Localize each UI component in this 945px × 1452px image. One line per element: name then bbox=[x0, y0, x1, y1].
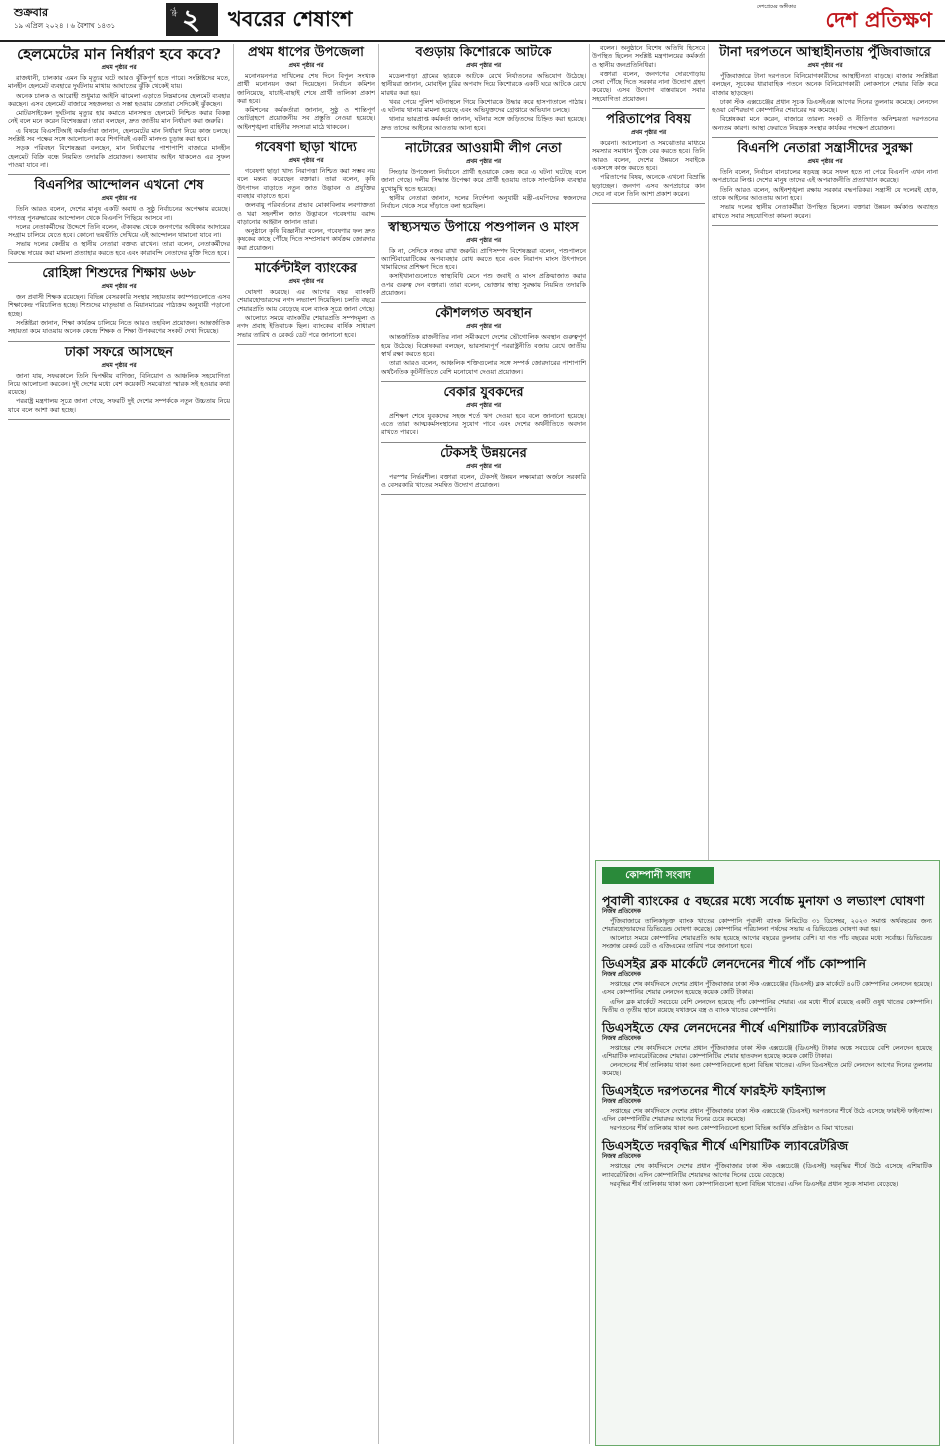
story-paragraph: ঢাকা স্টক এক্সচেঞ্জের প্রধান সূচক ডিএসইএক্স আগের দিনের তুলনায় কমেছে। লেনদেন হওয়া বেশিরভাগ কোম্পানির শেয়ারের দর কমেছে। bbox=[712, 97, 938, 115]
story-body bbox=[8, 74, 230, 169]
story-paragraph: আলোচ্য সময়ে কোম্পানির শেয়ারপ্রতি আয় হয়েছে আগের বছরের তুলনায় বেশি। যা গত পাঁচ বছরের মধ্যে সর্বোচ্চ। ডিভিডেন্ড সংক্রান্ত রেকর্ড ডেট ও এজিএমের তারিখ পরে জানানো হবে। bbox=[602, 935, 932, 951]
story-headline[interactable]: ঢাকা সফরে আসছেন bbox=[64, 344, 174, 360]
story-credit: প্রথম পৃষ্ঠার পর bbox=[630, 130, 667, 137]
page-number-box bbox=[166, 3, 218, 36]
story-paragraph: আলোচ্য সময়ে ব্যাংকটির শেয়ারপ্রতি সম্পদমূল্য ও নগদ প্রবাহ ইতিবাচক ছিল। ব্যাংকের বার্ষিক সাধারণ সভার তারিখ ও রেকর্ড ডেট পরে জানানো হবে। bbox=[237, 313, 375, 339]
story-paragraph: সপ্তাহের শেষ কার্যদিবসে দেশের প্রধান পুঁজিবাজার ঢাকা স্টক এক্সচেঞ্জে (ডিএসই) দরবৃদ্ধির শীর্ষে উঠে এসেছে এশিয়াটিক ল্যাবরেটরিজ। এদিন কোম্পানিটির শেয়ারদর আগের দিনের চেয়ে বেড়েছে। bbox=[602, 1163, 932, 1179]
story-credit: প্রথম পৃষ্ঠার পর bbox=[101, 362, 137, 369]
company-story-credit: নিজস্ব প্রতিবেদক bbox=[602, 1154, 641, 1161]
story-paragraph: পুঁজিবাজারে টানা দরপতনে বিনিয়োগকারীদের আস্থাহীনতা বাড়ছে। বাজার সংশ্লিষ্টরা বলছেন, সূচকের ধারাবাহিক পতনে অনেক বিনিয়োগকারী লোকসানে শেয়ার বিক্রি করে বাজার ছাড়ছেন। bbox=[712, 72, 938, 97]
column-divider bbox=[589, 44, 590, 1444]
section-title: খবরের শেষাংশ bbox=[228, 6, 353, 31]
story-paragraph: সপ্তাহের শেষ কার্যদিবসে দেশের প্রধান পুঁজিবাজার ঢাকা স্টক এক্সচেঞ্জের (ডিএসই) ব্লক মার্কেটে ৪০টি কোম্পানির লেনদেন হয়েছে। এসব কোম্পানির শেয়ার লেনদেন হয়েছে কয়েক কোটি টাকার। bbox=[602, 981, 932, 997]
news-story bbox=[381, 446, 586, 490]
news-story bbox=[381, 141, 586, 210]
company-story bbox=[602, 956, 932, 1014]
story-body bbox=[381, 168, 586, 210]
column-1 bbox=[8, 44, 230, 1444]
story-credit: প্রথম পৃষ্ঠার পর bbox=[465, 463, 502, 470]
story-credit: প্রথম পৃষ্ঠার পর bbox=[465, 63, 502, 69]
company-story bbox=[602, 893, 932, 951]
story-divider bbox=[592, 203, 705, 204]
story-divider bbox=[8, 419, 230, 420]
story-paragraph: তিনি বলেন, নির্বাচন বানচালের ষড়যন্ত্র করে সফল হতে না পেরে বিএনপি এখন নানা অপপ্রচারে লিপ্ত। দেশের মানুষ তাদের এই অপরাজনীতি প্রত্যাখ্যান করেছে। bbox=[712, 168, 938, 185]
story-credit: প্রথম পৃষ্ঠার পর bbox=[807, 63, 843, 69]
company-story-credit: নিজস্ব প্রতিবেদক bbox=[602, 1099, 641, 1106]
story-paragraph: এ বিষয়ে বিএসটিআই কর্মকর্তারা জানান, হেলমেটের মান নির্ধারণ নিয়ে কাজ চলছে। সংশ্লিষ্ট সব পক্ষের সঙ্গে আলোচনা করে শিগগিরই একটি মানদণ্ড চূড়ান্ত করা হবে। bbox=[8, 126, 230, 144]
story-body bbox=[8, 205, 230, 257]
story-headline[interactable]: কৌশলগত অবস্থান bbox=[435, 306, 532, 322]
company-story-body bbox=[602, 918, 932, 951]
story-paragraph: জন প্রবাসী শিক্ষক রয়েছেন। বিভিন্ন বেসরকারি সংস্থার সহায়তায় ক্যাম্পগুলোতে এসব শিক্ষাকেন্দ্র পরিচালিত হচ্ছে। শিশুদের মাতৃভাষা ও মিয়ানমারের পাঠ্যক্রম অনুযায়ী পড়ানো হচ্ছে। bbox=[8, 293, 230, 318]
story-headline[interactable]: বগুড়ায় কিশোরকে আটকে bbox=[415, 45, 552, 60]
column-5 bbox=[712, 44, 938, 854]
story-paragraph: জানা যায়, সফরকালে তিনি দ্বিপক্ষীয় বাণিজ্য, বিনিয়োগ ও আঞ্চলিক সহযোগিতা নিয়ে আলোচনা করবেন। দুই দেশের মধ্যে বেশ কয়েকটি সমঝোতা স্মারক সই হওয়ার কথা রয়েছে। bbox=[8, 371, 230, 397]
story-paragraph: দলের নেতাকর্মীদের উদ্দেশে তিনি বলেন, ঐক্যবদ্ধ থেকে জনগণের অধিকার আদায়ের সংগ্রাম চালিয়ে যেতে হবে। কোনো ভয়ভীতি দেখিয়ে এই আন্দোলন থামানো যাবে না। bbox=[8, 222, 230, 240]
news-story bbox=[237, 140, 375, 252]
story-paragraph: পরিতাপের বিষয়, অনেকে এখনো বিভ্রান্তি ছড়াচ্ছেন। জনগণ এসব অপপ্রচারে কান দেবে না বলে তিনি আশা প্রকাশ করেন। bbox=[592, 173, 705, 198]
story-paragraph: দরবৃদ্ধির শীর্ষ তালিকায় থাকা অন্য কোম্পানিগুলো হলো বিভিন্ন খাতের। এদিন ডিএসইর প্রধান সূচক সামান্য বেড়েছে। bbox=[610, 1180, 899, 1188]
news-story bbox=[712, 141, 938, 220]
story-divider bbox=[8, 174, 230, 175]
story-body bbox=[381, 333, 586, 375]
story-paragraph: কি না, সেদিকে নজর রাখা জরুরি। প্রাণিসম্পদ বিশেষজ্ঞরা বলেন, পশুপালনে অ্যান্টিবায়োটিকের অপব্যবহার রোধ করতে হবে এবং নিরাপদ মাংস উৎপাদনে খামারিদের প্রশিক্ষণ দিতে হবে। bbox=[381, 246, 586, 272]
story-paragraph: তিনি আরও বলেন, দেশের মানুষ একটি অবাধ ও সুষ্ঠু নির্বাচনের অপেক্ষায় রয়েছে। গণতন্ত্র পুনরুদ্ধারের আন্দোলন থেকে বিএনপি পিছিয়ে আসবে না। bbox=[8, 205, 230, 222]
story-credit: প্রথম পৃষ্ঠার পর bbox=[288, 63, 324, 69]
story-paragraph: তিনি আরও বলেন, আইনশৃঙ্খলা রক্ষায় সরকার বদ্ধপরিকর। সন্ত্রাসী যে দলেরই হোক, তাকে আইনের আওতায় আনা হবে। bbox=[712, 185, 938, 202]
story-divider bbox=[237, 257, 375, 258]
story-paragraph: বক্তারা বলেন, জনগণের দোরগোড়ায় সেবা পৌঁছে দিতে সরকার নানা উদ্যোগ গ্রহণ করেছে। এসব উদ্যোগ বাস্তবায়নে সবার সহযোগিতা প্রয়োজন। bbox=[592, 69, 705, 103]
story-paragraph: মডেলপাড়া গ্রামের ছাত্রকে আটকে রেখে নির্যাতনের অভিযোগ উঠেছে। স্থানীয়রা জানান, মোবাইল চুরির অপবাদ দিয়ে কিশোরকে একটি ঘরে আটকে রেখে মারধর করা হয়। bbox=[381, 72, 586, 97]
story-credit: প্রথম পৃষ্ঠার পর bbox=[465, 402, 502, 409]
story-body bbox=[8, 293, 230, 335]
issue-day: শুক্রবার bbox=[14, 6, 49, 19]
story-paragraph: পুঁজিবাজারে তালিকাভুক্ত ব্যাংক খাতের কোম্পানি পূবালী ব্যাংক লিমিটেড ৩১ ডিসেম্বর, ২০২৩ সমাপ্ত অর্থবছরের জন্য শেয়ারহোল্ডারদের ডিভিডেন্ড ঘোষণা করেছে। কোম্পানির পরিচালনা পর্ষদের সভায় এ ডিভিডেন্ড ঘোষণা করা হয়। bbox=[602, 918, 932, 934]
story-credit: প্রথম পৃষ্ঠার পর bbox=[807, 159, 843, 166]
story-divider bbox=[381, 216, 586, 217]
issue-date: ১৯ এপ্রিল ২০২৪ । ৬ বৈশাখ ১৪৩১ bbox=[14, 22, 116, 30]
story-body bbox=[712, 72, 938, 132]
news-story bbox=[381, 45, 586, 132]
story-headline[interactable]: পরিতাপের বিষয় bbox=[606, 112, 691, 128]
story-headline[interactable]: টেকসই উন্নয়নের bbox=[440, 445, 527, 461]
story-paragraph: সভায় দলের স্থানীয় নেতাকর্মীরা উপস্থিত ছিলেন। বক্তারা উন্নয়ন কর্মকাণ্ড অব্যাহত রাখতে সবার সহযোগিতা কামনা করেন। bbox=[712, 203, 938, 220]
story-headline[interactable]: বেকার যুবকদের bbox=[443, 384, 524, 400]
story-paragraph: এদিন ব্লক মার্কেটে সবচেয়ে বেশি লেনদেন হয়েছে পাঁচ কোম্পানির শেয়ার। এর মধ্যে শীর্ষে রয়েছে একটি ওষুধ খাতের কোম্পানি। দ্বিতীয় ও তৃতীয় স্থানে রয়েছে যথাক্রমে বস্ত্র ও ব্যাংক খাতের কোম্পানি। bbox=[602, 998, 932, 1014]
story-paragraph: দরপতনের শীর্ষ তালিকায় থাকা অন্য কোম্পানিগুলো হলো বিভিন্ন আর্থিক প্রতিষ্ঠান ও বিমা খাতের। bbox=[610, 1125, 854, 1133]
page-label: পৃষ্ঠা bbox=[170, 7, 177, 17]
story-paragraph: আন্তর্জাতিক রাজনীতির নানা সমীকরণে দেশের ভৌগোলিক অবস্থান গুরুত্বপূর্ণ হয়ে উঠেছে। বিশ্লেষকরা বলছেন, ভারসাম্যপূর্ণ পররাষ্ট্রনীতি বজায় রেখে জাতীয় স্বার্থ রক্ষা করতে হবে। bbox=[381, 333, 586, 358]
company-story-credit: নিজস্ব প্রতিবেদক bbox=[602, 972, 641, 979]
company-story bbox=[602, 1083, 932, 1133]
company-story-credit: নিজস্ব প্রতিবেদক bbox=[602, 909, 641, 915]
story-paragraph: বিশ্লেষকরা মনে করেন, বাজারে তারল্য সংকট ও নীতিগত অনিশ্চয়তা দরপতনের অন্যতম কারণ। আস্থা ফেরাতে নিয়ন্ত্রক সংস্থার কার্যকর পদক্ষেপ প্রয়োজন। bbox=[712, 115, 938, 132]
company-story-body bbox=[602, 1045, 932, 1078]
company-story-body bbox=[602, 981, 932, 1014]
story-headline[interactable]: বিএনপি নেতারা সন্ত্রাসীদের সুরক্ষা bbox=[737, 141, 913, 157]
news-story bbox=[592, 44, 705, 103]
story-body bbox=[8, 372, 230, 414]
story-paragraph: সভায় দলের কেন্দ্রীয় ও স্থানীয় নেতারা বক্তব্য রাখেন। তারা বলেন, নেতাকর্মীদের বিরুদ্ধে দায়ের করা মামলা প্রত্যাহার করতে হবে এবং কারাবন্দি নেতাদের মুক্তি দিতে হবে। bbox=[8, 240, 230, 257]
column-divider bbox=[233, 44, 234, 1444]
story-paragraph: গবেষণা ছাড়া খাদ্য নিরাপত্তা নিশ্চিত করা সম্ভব নয় বলে মন্তব্য করেছেন বক্তারা। তারা বলেন, কৃষি উৎপাদন বাড়াতে নতুন জাত উদ্ভাবন ও প্রযুক্তির ব্যবহার বাড়াতে হবে। bbox=[237, 167, 375, 200]
story-paragraph: জলবায়ু পরিবর্তনের প্রভাব মোকাবিলায় লবণাক্ততা ও খরা সহনশীল জাত উদ্ভাবনে গবেষণায় বরাদ্দ বাড়ানোর আহ্বান জানান তারা। bbox=[237, 201, 375, 226]
story-paragraph: কসাইখানাগুলোতে স্বাস্থ্যবিধি মেনে পশু জবাই ও মাংস প্রক্রিয়াজাত করার ওপর গুরুত্ব দেন বক্তারা। তারা বলেন, ভোক্তার স্বাস্থ্য সুরক্ষায় নিয়মিত তদারকি প্রয়োজন। bbox=[381, 272, 586, 298]
news-story bbox=[8, 178, 230, 257]
story-credit: প্রথম পৃষ্ঠার পর bbox=[288, 279, 324, 286]
story-paragraph: বলেন। অনুষ্ঠানে বিশেষ অতিথি হিসেবে উপস্থিত ছিলেন সংশ্লিষ্ট মন্ত্রণালয়ের কর্মকর্তা ও স্থানীয় জনপ্রতিনিধিরা। bbox=[592, 44, 705, 69]
story-credit: প্রথম পৃষ্ঠার পর bbox=[101, 284, 137, 291]
company-news-label: কোম্পানী সংবাদ bbox=[602, 867, 714, 884]
story-divider bbox=[237, 344, 375, 345]
company-story-body bbox=[602, 1108, 932, 1133]
news-story bbox=[381, 385, 586, 437]
story-paragraph: সপ্তাহের শেষ কার্যদিবসে দেশের প্রধান পুঁজিবাজার ঢাকা স্টক এক্সচেঞ্জে (ডিএসই) টাকার অঙ্কে সবচেয়ে বেশি লেনদেন হয়েছে এশিয়াটিক ল্যাবরেটরিজের শেয়ার। কোম্পানিটির শেয়ার হাতবদল হয়েছে কয়েক কোটি টাকার। bbox=[602, 1044, 932, 1060]
story-body bbox=[381, 72, 586, 132]
news-story bbox=[712, 45, 938, 132]
story-headline[interactable]: স্বাস্থ্যসম্মত উপায়ে পশুপালন ও মাংস bbox=[388, 219, 579, 235]
story-paragraph: সিংড়ার উপজেলা নির্বাচনে প্রার্থী হওয়াকে কেন্দ্র করে এ ঘটনা ঘটেছে বলে জানা গেছে। দলীয় সিদ্ধান্ত উপেক্ষা করে প্রার্থী হওয়ায় তাকে সাংগঠনিক ব্যবস্থার মুখোমুখি হতে হয়েছে। bbox=[381, 168, 586, 193]
story-divider bbox=[8, 341, 230, 342]
column-3 bbox=[381, 44, 586, 1444]
story-paragraph: রাজধানী, চালকার এমন কি মৃত্যুর ঘটে আরও ঝুঁকিপূর্ণ হতে পারে। সংশ্লিষ্টদের মতে, মানহীন হেলমেট ব্যবহারে দুর্ঘটনায় মাথায় আঘাতের ঝুঁকি থেকেই যায়। bbox=[8, 74, 230, 91]
story-paragraph: তারা আরও বলেন, আঞ্চলিক শক্তিগুলোর সঙ্গে সম্পর্ক জোরদারের পাশাপাশি অর্থনৈতিক কূটনীতিতে বেশি মনোযোগ দেওয়া প্রয়োজন। bbox=[381, 359, 586, 376]
news-story bbox=[8, 45, 230, 169]
story-headline[interactable]: নাটোরের আওয়ামী লীগ নেতা bbox=[405, 141, 562, 157]
story-body bbox=[237, 288, 375, 339]
story-credit: প্রথম পৃষ্ঠার পর bbox=[288, 158, 324, 165]
story-body bbox=[381, 247, 586, 298]
story-headline[interactable]: হেলমেটের মান নির্ধারণ হবে কবে? bbox=[17, 45, 221, 63]
story-paragraph: মনোনয়নপত্র দাখিলের শেষ দিনে বিপুল সংখ্যক প্রার্থী মনোনয়ন জমা দিয়েছেন। নির্বাচন কমিশন জানিয়েছে, যাচাই-বাছাই শেষে প্রার্থী তালিকা প্রকাশ করা হবে। bbox=[237, 72, 375, 105]
column-2 bbox=[237, 44, 375, 1444]
news-story bbox=[8, 266, 230, 335]
story-paragraph: মোটরসাইকেল দুর্ঘটনায় মৃত্যুর হার কমাতে মানসম্মত হেলমেট নিশ্চিত করার বিকল্প নেই বলে মনে করেন বিশেষজ্ঞরা। তারা বলছেন, দ্রুত জাতীয় মান নির্ধারণ করা জরুরি। bbox=[8, 109, 230, 126]
story-divider bbox=[381, 442, 586, 443]
story-headline[interactable]: প্রথম ধাপের উপজেলা bbox=[248, 45, 364, 60]
story-body bbox=[712, 168, 938, 220]
company-news-box bbox=[595, 860, 940, 1446]
company-story-headline[interactable]: ডিএসইর ব্লক মার্কেটে লেনদেনের শীর্ষে পাঁচ কোম্পানি bbox=[602, 956, 867, 972]
story-headline[interactable]: রোহিঙ্গা শিশুদের শিক্ষায় ৬৬৮ bbox=[42, 266, 196, 282]
story-body bbox=[592, 44, 705, 103]
story-divider bbox=[8, 262, 230, 263]
news-story bbox=[8, 345, 230, 414]
tagline: দেশপ্রেমের অঙ্গীকার bbox=[756, 4, 796, 10]
paper-name: দেশ প্রতিক্ষণ bbox=[825, 7, 932, 32]
story-divider bbox=[381, 494, 586, 495]
story-paragraph: পরস্পর নির্ভরশীল। বক্তারা বলেন, টেকসই উন্নয়ন লক্ষ্যমাত্রা অর্জনে সরকারি ও বেসরকারি খাতের সমন্বিত উদ্যোগ প্রয়োজন। bbox=[381, 472, 586, 490]
company-story-headline[interactable]: পূবালী ব্যাংকের ৫ বছরের মধ্যে সর্বোচ্চ মুনাফা ও লভ্যাংশ ঘোষণা bbox=[602, 893, 925, 908]
story-credit: প্রথম পৃষ্ঠার পর bbox=[465, 159, 502, 166]
story-paragraph: লেনদেনের শীর্ষ তালিকায় থাকা অন্য কোম্পানিগুলো হলো বিভিন্ন খাতের। এদিন ডিএসইতে মোট লেনদেন আগের দিনের তুলনায় কমেছে। bbox=[602, 1061, 932, 1078]
story-credit: প্রথম পৃষ্ঠার পর bbox=[465, 324, 502, 331]
story-credit: প্রথম পৃষ্ঠার পর bbox=[465, 237, 502, 244]
company-story-credit: নিজস্ব প্রতিবেদক bbox=[602, 1035, 641, 1042]
story-headline[interactable]: বিএনপির আন্দোলন এখনো শেষ bbox=[34, 178, 204, 194]
story-paragraph: সড়ক পরিবহন বিশেষজ্ঞরা বলছেন, মান নির্ধারণের পাশাপাশি বাজারে মানহীন হেলমেট বিক্রি বন্ধে নিয়মিত তদারকি প্রয়োজন। অন্যথায় আইন থাকলেও এর সুফল পাওয়া যাবে না। bbox=[8, 144, 230, 169]
company-story-headline[interactable]: ডিএসইতে দরপতনের শীর্ষে ফারইস্ট ফাইন্যান্স bbox=[602, 1083, 826, 1099]
company-story-headline[interactable]: ডিএসইতে দরবৃদ্ধির শীর্ষে এশিয়াটিক ল্যাবরেটরিজ bbox=[602, 1138, 849, 1154]
news-story bbox=[237, 45, 375, 131]
company-story-body bbox=[602, 1163, 932, 1188]
story-headline[interactable]: গবেষণা ছাড়া খাদ্যে bbox=[255, 140, 357, 156]
story-paragraph: থানার ভারপ্রাপ্ত কর্মকর্তা জানান, ঘটনার সঙ্গে জড়িতদের চিহ্নিত করা হয়েছে। দ্রুত তাদের আইনের আওতায় আনা হবে। bbox=[381, 115, 586, 132]
story-divider bbox=[381, 381, 586, 382]
story-paragraph: অনুষ্ঠানে কৃষি বিজ্ঞানীরা বলেন, গবেষণার ফল দ্রুত কৃষকের কাছে পৌঁছে দিতে সম্প্রসারণ কার্যক্রম জোরদার করা প্রয়োজন। bbox=[237, 227, 375, 252]
news-story bbox=[381, 220, 586, 298]
story-divider bbox=[712, 225, 938, 226]
story-paragraph: কমিশনের কর্মকর্তারা জানান, সুষ্ঠু ও শান্তিপূর্ণ ভোটগ্রহণে প্রয়োজনীয় সব প্রস্তুতি নেওয়া হয়েছে। আইনশৃঙ্খলা বাহিনীর সদস্যরা মাঠে থাকবেন। bbox=[237, 106, 375, 131]
news-story bbox=[381, 306, 586, 375]
page-header bbox=[0, 0, 945, 42]
story-headline[interactable]: টানা দরপতনে আস্থাহীনতায় পুঁজিবাজারে bbox=[719, 45, 931, 60]
story-headline[interactable]: মার্কেন্টাইল ব্যাংকের bbox=[254, 261, 358, 277]
story-paragraph: স্থানীয় নেতারা জানান, দলের নির্দেশনা অনুযায়ী মন্ত্রী-এমপিদের স্বজনদের নির্বাচন থেকে সরে দাঁড়াতে বলা হয়েছিল। bbox=[381, 193, 586, 211]
story-divider bbox=[712, 137, 938, 138]
story-credit: প্রথম পৃষ্ঠার পর bbox=[101, 65, 137, 71]
story-paragraph: অনেক চালক ও আরোহী শুধুমাত্র আইনি ঝামেলা এড়াতে নিম্নমানের হেলমেট ব্যবহার করছেন। এসব হেলমেট বাজারে সহজলভ্য ও সস্তা হওয়ায় ক্রেতারা সেদিকেই ঝুঁকছেন। bbox=[8, 91, 230, 108]
story-body bbox=[381, 412, 586, 437]
company-news-stories bbox=[602, 889, 932, 1194]
story-body bbox=[237, 72, 375, 131]
story-paragraph: সপ্তাহের শেষ কার্যদিবসে দেশের প্রধান পুঁজিবাজার ঢাকা স্টক এক্সচেঞ্জে (ডিএসই) দরপতনের শীর্ষে উঠে এসেছে ফারইস্ট ফাইন্যান্স। এদিন কোম্পানিটির শেয়ারদর আগের দিনের চেয়ে কমেছে। bbox=[602, 1108, 932, 1124]
story-paragraph: করেনা। আলোচনা ও সমঝোতার মাধ্যমে সমস্যার সমাধান খুঁজে বের করতে হবে। তিনি আরও বলেন, দেশের উন্নয়নে সবাইকে একসঙ্গে কাজ করতে হবে। bbox=[592, 139, 705, 172]
page-number: ২ bbox=[182, 3, 201, 36]
story-paragraph: খবর পেয়ে পুলিশ ঘটনাস্থলে গিয়ে কিশোরকে উদ্ধার করে হাসপাতালে পাঠায়। এ ঘটনায় থানায় মামলা হয়েছে এবং অভিযুক্তদের গ্রেপ্তারে অভিযান চলছে। bbox=[381, 97, 586, 115]
story-divider bbox=[237, 136, 375, 137]
story-paragraph: প্রশিক্ষণ শেষে যুবকদের সহজ শর্তে ঋণ দেওয়া হবে বলে জানানো হয়েছে। এতে তারা আত্মকর্মসংস্থানের সুযোগ পাবে এবং দেশের অর্থনীতিতে অবদান রাখতে পারবে। bbox=[381, 411, 586, 437]
column-divider bbox=[378, 44, 379, 1444]
story-divider bbox=[592, 108, 705, 109]
story-body bbox=[381, 473, 586, 490]
company-story bbox=[602, 1020, 932, 1078]
news-story bbox=[237, 261, 375, 339]
story-paragraph: সংশ্লিষ্টরা জানান, শিক্ষা কার্যক্রম চালিয়ে নিতে আরও তহবিল প্রয়োজন। আন্তর্জাতিক সহায়তা কমে যাওয়ায় অনেক কেন্দ্রে শিক্ষক ও শিক্ষা উপকরণের সংকট দেখা দিয়েছে। bbox=[8, 318, 230, 336]
story-body bbox=[237, 167, 375, 252]
story-divider bbox=[381, 137, 586, 138]
story-divider bbox=[381, 302, 586, 303]
story-credit: প্রথম পৃষ্ঠার পর bbox=[101, 196, 137, 203]
news-story bbox=[592, 112, 705, 198]
story-paragraph: ঘোষণা করেছে। এর আগের বছর ব্যাংকটি শেয়ারহোল্ডারদের নগদ লভ্যাংশ দিয়েছিল। চলতি বছরে শেয়ারপ্রতি আয় বেড়েছে বলে ব্যাংক সূত্রে জানা গেছে। bbox=[237, 288, 375, 313]
company-story-headline[interactable]: ডিএসইতে ফের লেনদেনের শীর্ষে এশিয়াটিক ল্যাবরেটরিজ bbox=[602, 1019, 887, 1035]
story-paragraph: পররাষ্ট্র মন্ত্রণালয় সূত্রে জানা গেছে, সফরটি দুই দেশের সম্পর্ককে নতুন উচ্চতায় নিয়ে যাবে বলে আশা করা হচ্ছে। bbox=[8, 397, 230, 414]
story-body bbox=[592, 139, 705, 198]
company-story bbox=[602, 1138, 932, 1188]
